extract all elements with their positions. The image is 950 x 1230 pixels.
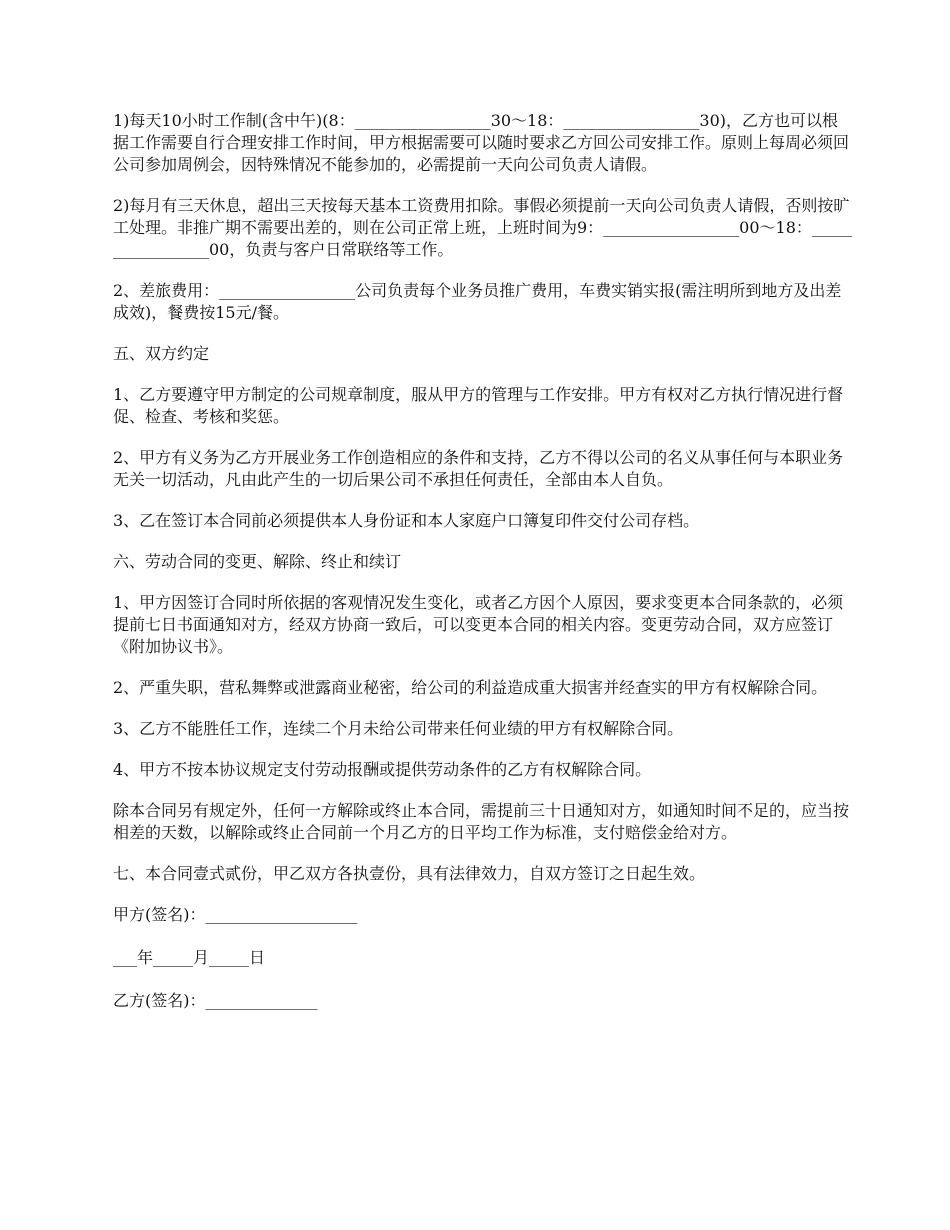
date-line: ___年_____月_____日 [113, 948, 266, 967]
section-heading-contract-changes: 六、劳动合同的变更、解除、终止和续订 [113, 552, 402, 571]
section-heading-agreement: 五、双方约定 [113, 344, 210, 363]
agreement-clause-2: 2、甲方有义务为乙方开展业务工作创造相应的条件和支持，乙方不得以公司的名义从事任何与本职业务无关一切活动，凡由此产生的一切后果公司不承担任何责任，全部由本人自负。 [113, 448, 844, 489]
document-page [113, 110, 853, 1033]
change-clause-2: 2、严重失职，营私舞弊或泄露商业秘密，给公司的利益造成重大损害并经查实的甲方有权解除合同。 [113, 678, 828, 697]
change-clause-4: 4、甲方不按本协议规定支付劳动报酬或提供劳动条件的乙方有权解除合同。 [113, 760, 652, 779]
work-hours-clause: 1)每天10小时工作制(含中午)(8：_________________30～18：_________________30)，乙方也可以根据工作需要自行合理安排工作时间，甲方根据需要可以随时要求乙方回公司安排工作。原则上每周必须回公司参加周例会，因特殊情况不能参加的，必需提前一天向公司负责人请假。 [113, 111, 850, 174]
rest-days-clause: 2)每月有三天休息，超出三天按每天基本工资费用扣除。事假必须提前一天向公司负责人请假，否则按旷工处理。非推广期不需要出差的，则在公司正常上班，上班时间为9：_________________00～18：_________________00，负责与客户日常联络等工作。 [113, 196, 852, 259]
termination-notice-clause: 除本合同另有规定外，任何一方解除或终止本合同，需提前三十日通知对方，如通知时间不足的，应当按相差的天数，以解除或终止合同前一个月乙方的日平均工作为标准，支付赔偿金给对方。 [113, 801, 850, 842]
travel-expense-clause: 2、差旅费用：_________________公司负责每个业务员推广费用，车费实销实报(需注明所到地方及出差成效)，餐费按15元/餐。 [113, 281, 842, 322]
section-heading-effectiveness: 七、本合同壹式贰份，甲乙双方各执壹份，具有法律效力，自双方签订之日起生效。 [113, 864, 706, 883]
change-clause-1: 1、甲方因签订合同时所依据的客观情况发生变化，或者乙方因个人原因，要求变更本合同条款的，必须提前七日书面通知对方，经双方协商一致后，可以变更本合同的相关内容。变更劳动合同，双方应签订《附加协议书》。 [113, 593, 844, 656]
party-a-signature-line: 甲方(签名)：___________________ [113, 905, 358, 924]
change-clause-3: 3、乙方不能胜任工作，连续二个月未给公司带来任何业绩的甲方有权解除合同。 [113, 719, 684, 738]
party-b-signature-line: 乙方(签名)：______________ [113, 991, 318, 1010]
agreement-clause-1: 1、乙方要遵守甲方制定的公司规章制度，服从甲方的管理与工作安排。甲方有权对乙方执行情况进行督促、检查、考核和奖惩。 [113, 385, 844, 426]
agreement-clause-3: 3、乙在签订本合同前必须提供本人身份证和本人家庭户口簿复印件交付公司存档。 [113, 511, 700, 530]
